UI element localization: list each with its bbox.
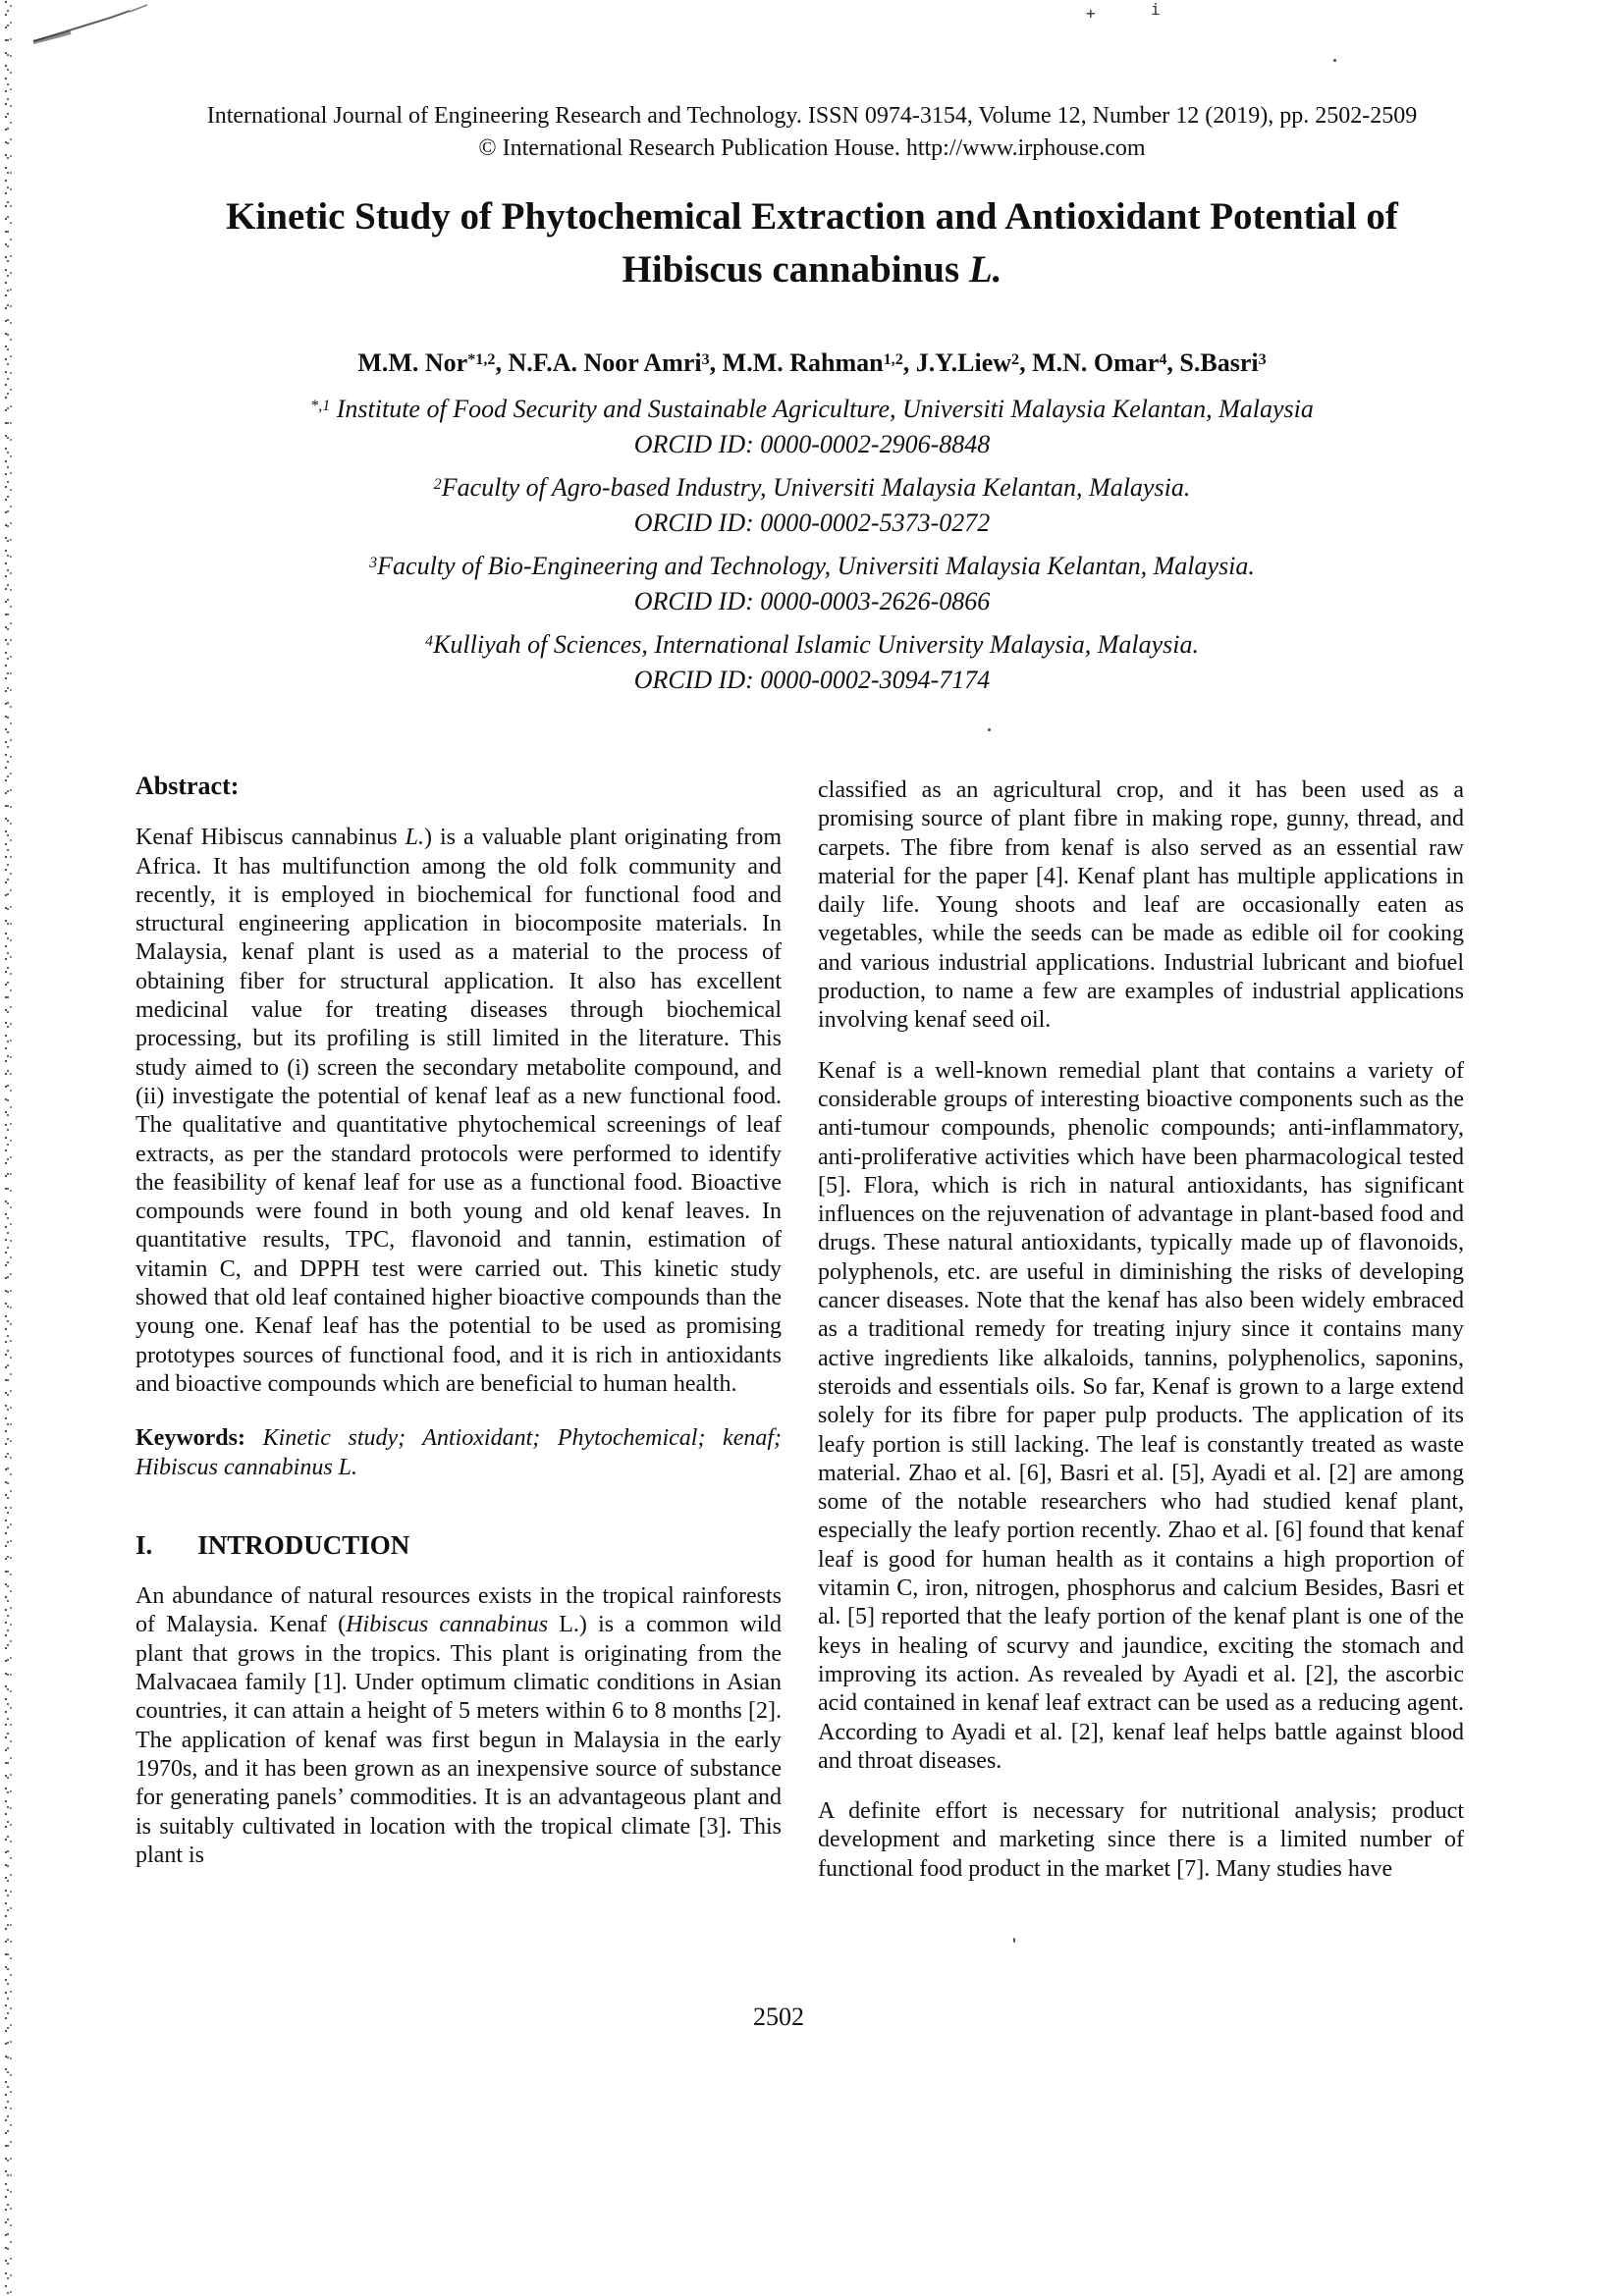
scan-speck — [1013, 1938, 1015, 1943]
scan-edge-artifact — [3, 0, 16, 2296]
body-paragraph-3: A definite effort is necessary for nutritional analysis; product development and marketing since there is a limited number of functional food product in the market [7]. Many studies have — [818, 1798, 1464, 1882]
affiliation-2 — [59, 472, 1565, 539]
scan-speck — [988, 728, 991, 731]
authors-line: M.M. Nor$^{*1,2}$, N.F.A. Noor Amri$^3$, M.M. Rahman$^{1,2}$, J.Y.Liew$^2$, M.N. Omar$^4$, S.Basri$^3$ — [357, 348, 1267, 377]
right-column — [818, 776, 1464, 1905]
keywords-line: Keywords: Kinetic study; Antioxidant; Phytochemical; kenaf; Hibiscus cannabinus L. — [135, 1425, 783, 1480]
introduction-paragraph: An abundance of natural resources exists in the tropical rainforests of Malaysia. Kenaf (Hibiscus cannabinus L.) is a common wild plant that grows in the tropics. This plant is originating from the Malvacaea family [1]. Under optimum climatic conditions in Asian countries, it can attain a height of 5 meters within 6 to 8 months [2]. The application of kenaf was first begun in Malaysia in the early 1970s, and it has been grown as an inexpensive source of substance for generating panels’ commodities. It is an advantageous plant and is suitably cultivated in location with the tropical climate [3]. This plant is — [135, 1583, 782, 1868]
affiliation-1-name: $^{*,1}$ Institute of Food Security and Sustainable Agriculture, Universiti Malaysia Kelantan, Malaysia — [310, 395, 1314, 423]
body-paragraph-1: classified as an agricultural crop, and it has been used as a promising source of plant fibre in making rope, gunny, thread, and carpets. The fibre from kenaf is also served as an essential raw material for the paper [4]. Kenaf plant has multiple applications in daily life. Young shoots and leaf are occasionally eaten as vegetables, while the seeds can be made as edible oil for cooking and various industrial applications. Industrial lubricant and biofuel production, to name a few are examples of industrial applications involving kenaf seed oil. — [818, 777, 1464, 1034]
body-paragraph-2: Kenaf is a well-known remedial plant that contains a variety of considerable groups of interesting bioactive components such as the anti-tumour compounds, phenolic compounds; anti-inflammatory, anti-proliferative activities which have been pharmacological tested [5]. Flora, which is rich in natural antioxidants, has significant influences on the rejuvenation of advantage in plant-based food and drugs. These natural antioxidants, typically made up of flavonoids, polyphenols, etc. are useful in diminishing the risks of developing cancer diseases. Note that the kenaf has also been widely embraced as a traditional remedy for treating injury since it contains many active ingredients like alkaloids, tannins, polyphenolics, saponins, steroids and essentials oils. So far, Kenaf is grown to a large extend solely for its fibre for paper pulp products. The application of its leafy portion is still lacking. The leaf is constantly treated as waste material. Zhao et al. [6], Basri et al. [5], Ayadi et al. [2] are among some of the notable researchers who had studied kenaf plant, especially the leafy portion recently. Zhao et al. [6] found that kenaf leaf is good for human health as it contains a high proportion of vitamin C, iron, nitrogen, phosphorus and calcium Besides, Basri et al. [5] reported that the leafy portion of the kenaf plant is one of the keys in healing of scurvy and jaundice, exciting the stomach and improving its action. As revealed by Ayadi et al. [2], the ascorbic acid contained in kenaf leaf extract can be used as a reducing agent. According to Ayadi et al. [2], kenaf leaf helps battle against blood and throat diseases. — [818, 1057, 1464, 1774]
affiliation-2-name: $^2$Faculty of Agro-based Industry, Universiti Malaysia Kelantan, Malaysia. — [433, 473, 1191, 502]
affiliation-1 — [59, 394, 1565, 460]
scan-speck — [1333, 59, 1336, 62]
scan-speck: + — [1086, 4, 1096, 23]
section-title: INTRODUCTION — [197, 1529, 410, 1560]
paper-title — [59, 190, 1565, 296]
paper-title-line1: Kinetic Study of Phytochemical Extraction and Antioxidant Potential of — [226, 195, 1398, 238]
journal-info-line: International Journal of Engineering Research and Technology. ISSN 0974-3154, Volume 12, Number 12 (2019), pp. 2502-2509 — [206, 103, 1418, 129]
affiliation-4-name: $^4$Kulliyah of Sciences, International Islamic University Malaysia, Malaysia. — [425, 630, 1199, 659]
introduction-heading — [135, 1531, 782, 1560]
page-number: 2502 — [753, 2002, 804, 2031]
left-column — [135, 772, 782, 1870]
affiliation-3-orcid: ORCID ID: 0000-0003-2626-0866 — [633, 587, 991, 615]
abstract-heading: Abstract: — [135, 772, 240, 800]
paper-title-line2: Hibiscus cannabinus L. — [622, 248, 1002, 291]
pen-scribble-mark — [27, 2, 175, 49]
scan-speck: i — [1151, 0, 1161, 19]
affiliation-1-orcid: ORCID ID: 0000-0002-2906-8848 — [633, 430, 991, 458]
affiliation-3 — [59, 551, 1565, 617]
abstract-paragraph: Kenaf Hibiscus cannabinus L.) is a valuable plant originating from Africa. It has multifunction among the old folk community and recently, it is employed in biochemical for functional food and structural engineering application in biocomposite materials. In Malaysia, kenaf plant is used as a material to the process of obtaining fiber for structural application. It also has excellent medicinal value for treating diseases through biochemical processing, but its profiling is still limited in the literature. This study aimed to (i) screen the secondary metabolite compound, and (ii) investigate the potential of kenaf leaf as a new functional food. The qualitative and quantitative phytochemical screenings of leaf extracts, as per the standard protocols were performed to identify the feasibility of kenaf leaf for use as a functional food. Bioactive compounds were found in both young and old kenaf leaves. In quantitative results, TPC, flavonoid and tannin, estimation of vitamin C, and DPPH test were carried out. This kinetic study showed that old leaf contained higher bioactive compounds than the young one. Kenaf leaf has the potential to be used as promising prototypes sources of functional food, and it is rich in antioxidants and bioactive compounds which are beneficial to human health. — [135, 825, 782, 1397]
journal-header — [59, 100, 1565, 165]
affiliation-3-name: $^3$Faculty of Bio-Engineering and Technology, Universiti Malaysia Kelantan, Malaysia. — [369, 552, 1255, 580]
affiliation-4 — [59, 629, 1565, 696]
affiliations-block — [59, 394, 1565, 708]
publisher-line: © International Research Publication House. http://www.irphouse.com — [478, 135, 1146, 161]
affiliation-2-orcid: ORCID ID: 0000-0002-5373-0272 — [633, 508, 991, 537]
affiliation-4-orcid: ORCID ID: 0000-0002-3094-7174 — [633, 666, 991, 694]
section-number: I. — [135, 1529, 153, 1560]
